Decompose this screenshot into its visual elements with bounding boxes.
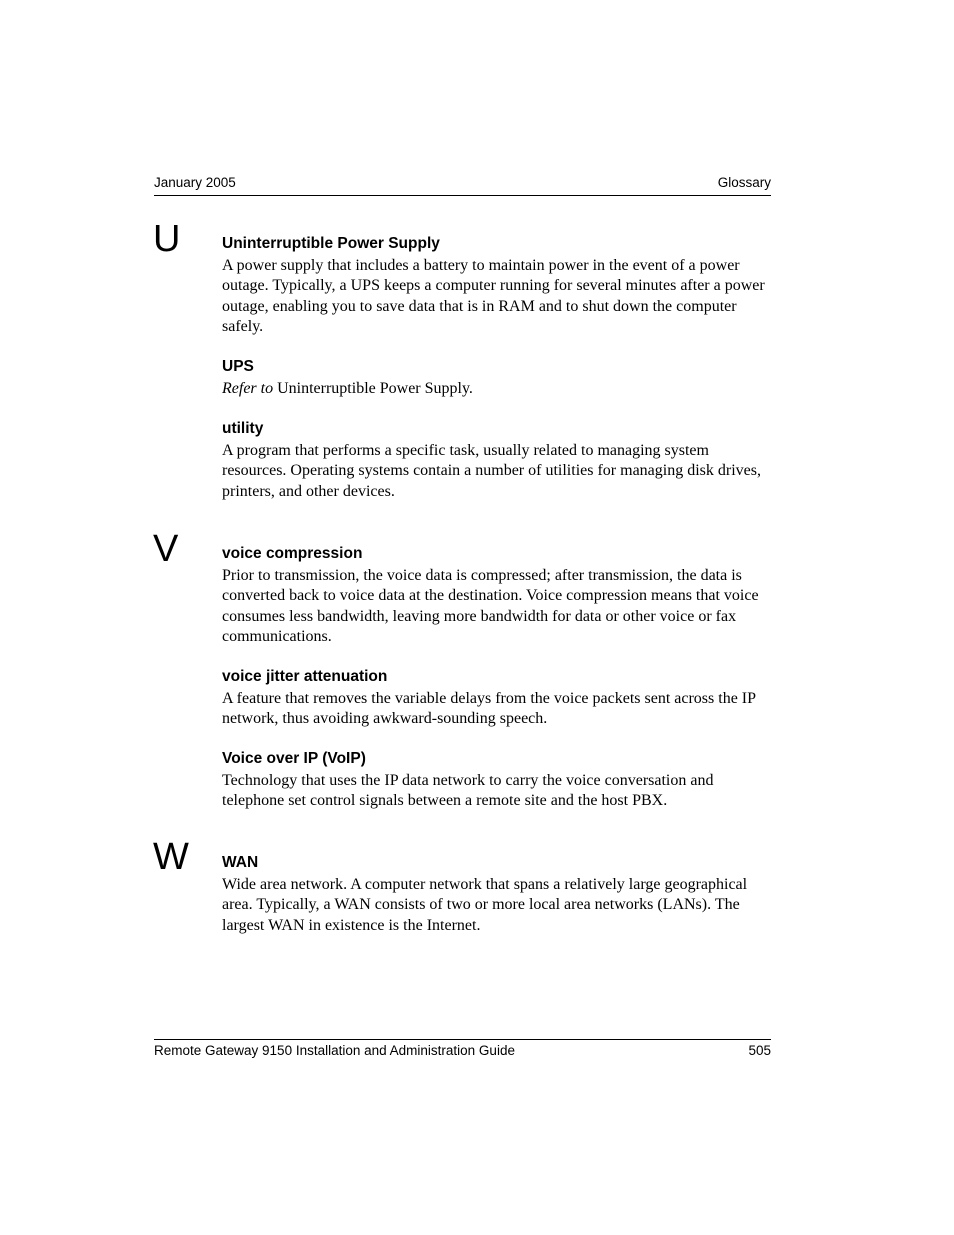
- entry-definition: A feature that removes the variable delays from the voice packets sent across the IP network, thus avoiding awkward-sounding speech.: [222, 690, 756, 728]
- header-date: January 2005: [154, 175, 236, 190]
- page-footer: [154, 1039, 771, 1058]
- section-letter-v: V: [153, 528, 179, 570]
- glossary-entry-voip: [222, 749, 774, 812]
- entry-term: UPS: [222, 358, 254, 375]
- entry-definition: A program that performs a specific task, usually related to managing system resources. Operating systems contain a number of utilities for managing disk drives, printers, and other devices.: [222, 442, 761, 500]
- refer-to-target: Uninterruptible Power Supply.: [273, 380, 473, 397]
- footer-guide-title: Remote Gateway 9150 Installation and Administration Guide: [154, 1043, 515, 1058]
- glossary-entry-ups: [222, 357, 774, 399]
- entry-definition: Prior to transmission, the voice data is compressed; after transmission, the data is converted back to voice data at the destination. Voice compression means that voice consumes less bandwidth, leaving more bandwidth for data or other voice or fax communications.: [222, 567, 759, 645]
- page-header: [154, 175, 771, 196]
- glossary-entry-voice-jitter-attenuation: [222, 667, 774, 730]
- entry-term: voice jitter attenuation: [222, 668, 388, 685]
- entry-definition: Wide area network. A computer network that spans a relatively large geographical area. Typically, a WAN consists of two or more local area networks (LANs). The largest WAN in existence is the Internet.: [222, 876, 748, 934]
- glossary-entry-utility: [222, 419, 774, 502]
- section-letter-w: W: [153, 836, 189, 878]
- glossary-entry-wan: [222, 853, 774, 936]
- footer-page-number: 505: [748, 1043, 771, 1058]
- entry-definition: [222, 379, 774, 399]
- entry-definition: A power supply that includes a battery to maintain power in the event of a power outage. Typically, a UPS keeps a computer running for several minutes after a power outage, enabling you to save data that is in RAM and to shut down the computer safely.: [222, 257, 765, 335]
- glossary-entry-uninterruptible-power-supply: [222, 234, 774, 337]
- entry-term: utility: [222, 420, 264, 437]
- entry-definition: Technology that uses the IP data network to carry the voice conversation and telephone set control signals between a remote site and the host PBX.: [222, 772, 714, 810]
- refer-to-label: Refer to: [222, 380, 274, 397]
- entry-term: WAN: [222, 854, 259, 871]
- section-letter-u: U: [153, 218, 181, 260]
- entry-term: Uninterruptible Power Supply: [222, 235, 440, 252]
- header-section: Glossary: [717, 175, 771, 190]
- entry-term: Voice over IP (VoIP): [222, 750, 366, 767]
- glossary-entry-voice-compression: [222, 544, 774, 647]
- entry-term: voice compression: [222, 545, 363, 562]
